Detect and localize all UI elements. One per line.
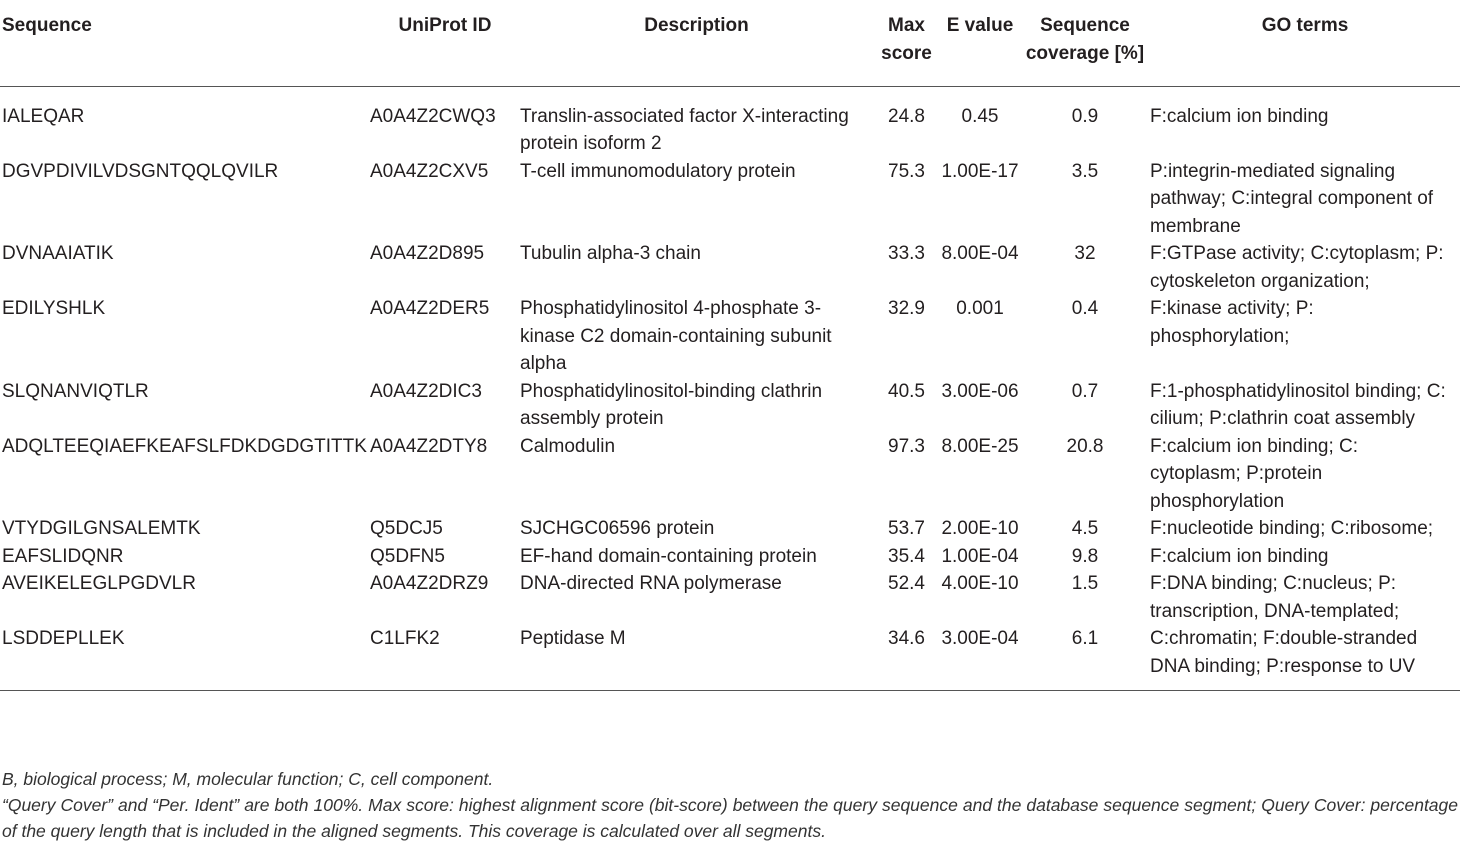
cell-description: Translin-associated factor X-interacting protein isoform 2 — [520, 105, 849, 154]
cell-max-score: 32.9 — [888, 298, 925, 319]
cell-description: Calmodulin — [520, 435, 616, 457]
cell-description: SJCHGC06596 protein — [520, 518, 715, 539]
cell-max-score: 40.5 — [888, 380, 925, 402]
table-row — [0, 295, 1460, 378]
cell-max-score: 33.3 — [888, 243, 925, 264]
cell-sequence: EAFSLIDQNR — [2, 545, 124, 567]
cell-go-terms: F:DNA binding; C:nucleus; P: transcription, DNA-templated; — [1150, 573, 1400, 622]
header-e-value: E value — [946, 15, 1014, 36]
cell-e-value: 1.00E-17 — [941, 160, 1019, 182]
cell-sequence: DVNAAIATIK — [2, 243, 114, 264]
cell-e-value: 1.00E-04 — [941, 545, 1019, 567]
cell-sequence-coverage: 32 — [1074, 243, 1096, 264]
cell-description: Phosphatidylinositol 4-phosphate 3-kinase C2 domain-containing subunit alpha — [520, 298, 832, 374]
cell-max-score: 97.3 — [888, 435, 925, 457]
table-row — [0, 433, 1460, 516]
cell-max-score: 34.6 — [888, 628, 925, 649]
cell-uniprot-id: Q5DFN5 — [370, 545, 445, 567]
cell-sequence: SLQNANVIQTLR — [2, 380, 149, 402]
cell-e-value: 0.45 — [961, 105, 999, 127]
cell-sequence-coverage: 0.4 — [1071, 298, 1099, 319]
header-go-terms: GO terms — [1261, 15, 1349, 36]
table-row — [0, 378, 1460, 433]
cell-description: Peptidase M — [520, 628, 626, 649]
header-max-score: Max score — [881, 15, 932, 64]
cell-sequence-coverage: 0.9 — [1071, 105, 1099, 127]
cell-description: DNA-directed RNA polymerase — [520, 573, 782, 594]
cell-go-terms: F:calcium ion binding; C: cytoplasm; P:protein phosphorylation — [1150, 435, 1359, 512]
cell-max-score: 75.3 — [888, 160, 925, 182]
cell-sequence: AVEIKELEGLPGDVLR — [2, 573, 196, 594]
table-row — [0, 240, 1460, 295]
table-row — [0, 543, 1460, 571]
cell-uniprot-id: A0A4Z2DRZ9 — [370, 573, 489, 594]
cell-go-terms: F:calcium ion binding — [1150, 545, 1329, 567]
table-header — [0, 0, 1460, 86]
cell-sequence: EDILYSHLK — [2, 298, 106, 319]
header-sequence-coverage: Sequence coverage [%] — [1025, 15, 1145, 64]
cell-e-value: 4.00E-10 — [941, 573, 1019, 594]
cell-max-score: 53.7 — [888, 518, 925, 539]
cell-sequence-coverage: 9.8 — [1071, 545, 1099, 567]
cell-go-terms: F:nucleotide binding; C:ribosome; — [1150, 518, 1434, 539]
footnote-definitions: “Query Cover” and “Per. Ident” are both 100%. Max score: highest alignment score (bit-score) between the query sequence and the database sequence segment; Query Cover: percentage of the query length that is included in the aligned segments. This coverage is calculated over all segments. — [2, 795, 1458, 841]
header-uniprot-id: UniProt ID — [398, 15, 492, 36]
table-row — [0, 625, 1460, 691]
cell-sequence-coverage: 3.5 — [1071, 160, 1099, 182]
cell-go-terms: F:1-phosphatidylinositol binding; C: cilium; P:clathrin coat assembly — [1150, 380, 1446, 429]
footnote-abbreviations: B, biological process; M, molecular function; C, cell component. — [2, 769, 494, 789]
table-body — [0, 86, 1460, 691]
cell-sequence: VTYDGILGNSALEMTK — [2, 518, 201, 539]
cell-sequence: LSDDEPLLEK — [2, 628, 125, 649]
cell-max-score: 24.8 — [888, 105, 925, 127]
cell-sequence-coverage: 0.7 — [1071, 380, 1099, 402]
cell-sequence: DGVPDIVILVDSGNTQQLQVILR — [2, 160, 279, 182]
cell-e-value: 0.001 — [956, 298, 1004, 319]
cell-sequence-coverage: 4.5 — [1071, 518, 1099, 539]
cell-uniprot-id: A0A4Z2DTY8 — [370, 435, 488, 457]
cell-uniprot-id: C1LFK2 — [370, 628, 440, 649]
header-sequence: Sequence — [2, 15, 92, 36]
cell-sequence-coverage: 20.8 — [1066, 435, 1104, 457]
cell-uniprot-id: A0A4Z2DER5 — [370, 298, 490, 319]
cell-uniprot-id: A0A4Z2DIC3 — [370, 380, 482, 402]
cell-go-terms: C:chromatin; F:double-stranded DNA binding; P:response to UV — [1150, 628, 1418, 677]
cell-sequence: ADQLTEEQIAEFKEAFSLFDKDGDGTITTK — [2, 435, 367, 457]
cell-uniprot-id: A0A4Z2D895 — [370, 243, 485, 264]
cell-sequence-coverage: 6.1 — [1071, 628, 1099, 649]
header-description: Description — [644, 15, 749, 36]
cell-max-score: 52.4 — [888, 573, 925, 594]
cell-go-terms: F:kinase activity; P: phosphorylation; — [1150, 298, 1314, 347]
cell-e-value: 2.00E-10 — [941, 518, 1019, 539]
cell-sequence: IALEQAR — [2, 105, 85, 127]
cell-uniprot-id: A0A4Z2CWQ3 — [370, 105, 496, 127]
cell-max-score: 35.4 — [888, 545, 925, 567]
table-footnotes — [2, 766, 1458, 844]
cell-description: Tubulin alpha-3 chain — [520, 243, 701, 264]
cell-e-value: 8.00E-25 — [941, 435, 1019, 457]
table-row — [0, 86, 1460, 158]
cell-description: EF-hand domain-containing protein — [520, 545, 817, 567]
cell-e-value: 3.00E-04 — [941, 628, 1019, 649]
cell-sequence-coverage: 1.5 — [1071, 573, 1099, 594]
cell-go-terms: F:GTPase activity; C:cytoplasm; P: cytoskeleton organization; — [1150, 243, 1444, 292]
cell-e-value: 3.00E-06 — [941, 380, 1019, 402]
cell-e-value: 8.00E-04 — [941, 243, 1019, 264]
table-row — [0, 158, 1460, 241]
cell-description: T-cell immunomodulatory protein — [520, 160, 796, 182]
cell-uniprot-id: Q5DCJ5 — [370, 518, 443, 539]
table-row — [0, 570, 1460, 625]
cell-description: Phosphatidylinositol-binding clathrin assembly protein — [520, 380, 823, 429]
table-row — [0, 515, 1460, 543]
cell-go-terms: P:integrin-mediated signaling pathway; C:integral component of membrane — [1150, 160, 1434, 237]
cell-uniprot-id: A0A4Z2CXV5 — [370, 160, 489, 182]
cell-go-terms: F:calcium ion binding — [1150, 105, 1329, 127]
